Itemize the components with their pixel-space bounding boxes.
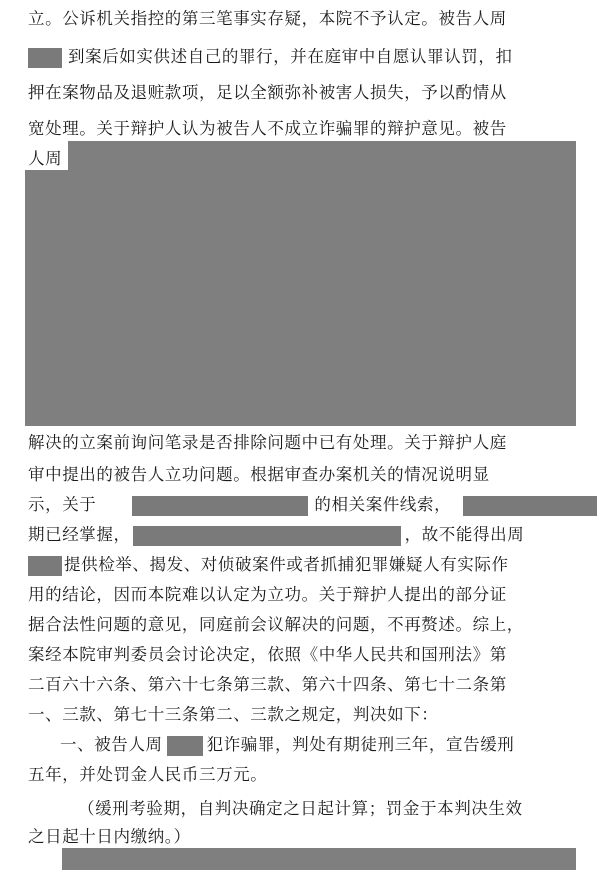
redaction-block (68, 141, 576, 171)
text-line: 提供检举、揭发、对侦破案件或者抓捕犯罪嫌疑人有实际作 (28, 554, 509, 576)
redaction-mark (132, 496, 308, 516)
redaction-mark (28, 48, 62, 68)
text-line: 立。公诉机关指控的第三笔事实存疑，本院不予认定。被告人周 (28, 9, 507, 28)
text-line: 二百六十六条、第六十七条第三款、第六十四条、第七十二条第 (28, 675, 507, 694)
text-line: 人周 (28, 149, 63, 168)
text-line: 之日起十日内缴纳。） (28, 827, 191, 846)
text-line: 示，关于 的相关案件线索， (28, 494, 597, 516)
text-line: 用的结论，因而本院难以认定为立功。关于辩护人提出的部分证 (28, 585, 507, 604)
redaction-mark (133, 526, 401, 546)
redaction-mark (463, 496, 597, 516)
text-line: 解决的立案前询问笔录是否排除问题中已有处理。关于辩护人庭 (28, 433, 507, 452)
redaction-block (25, 170, 576, 426)
text-line: 案经本院审判委员会讨论决定，依照《中华人民共和国刑法》第 (28, 645, 507, 664)
text-line: 一、被告人周 犯诈骗罪，判处有期徒刑三年，宣告缓刑 (60, 735, 515, 754)
redaction-block (62, 848, 576, 870)
redaction-mark (167, 736, 203, 756)
text-line: 一、三款、第七十三条第二、三款之规定，判决如下： (28, 705, 439, 724)
text-line: 据合法性问题的意见，同庭前会议解决的问题，不再赘述。综上， (28, 615, 524, 634)
text-line: （缓刑考验期，自判决确定之日起计算；罚金于本判决生效 (78, 799, 523, 818)
text-line: 到案后如实供述自己的罪行，并在庭审中自愿认罪认罚，扣 (28, 46, 513, 68)
text-line: 押在案物品及退赃款项，足以全额弥补被害人损失，予以酌情从 (28, 83, 507, 102)
text-line: 宽处理。关于辩护人认为被告人不成立诈骗罪的辩护意见。被告 (28, 119, 507, 138)
text-line: 审中提出的被告人立功问题。根据审查办案机关的情况说明显 (28, 465, 490, 484)
redaction-mark (28, 556, 62, 576)
text-line: 期已经掌握， ，故不能得出周 (28, 525, 525, 544)
text-line: 五年，并处罚金人民币三万元。 (28, 765, 268, 784)
